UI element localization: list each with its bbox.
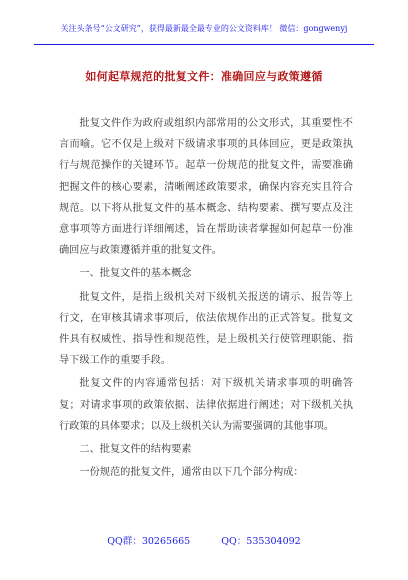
page-footer [0,533,408,547]
qq-group-number: QQ群：30265665 [107,536,191,547]
section-heading-2: 二、批复文件的结构要素 [79,444,192,456]
qq-contact-number: QQ：535304092 [221,536,301,547]
body-paragraph: 一份规范的批复文件，通常由以下几个部分构成： [79,467,304,479]
page-header-banner: 关注头条号“公文研究”，获得最新最全最专业的公文资料库！ 微信：gongwenyj [34,14,374,45]
intro-paragraph: 批复文件作为政府或组织内部常用的公文形式，其重要性不言而喻。它不仅是上级对下级请求事项的具体回应，更是政策执行与规范操作的关键环节。起草一份规范的批复文件，需要准确把握文件的核心要素，清晰阐述政策要求，确保内容充实且符合规范。以下将从批复文件的基本概念、结构要素、撰写要点及注意事项等方面进行详细阐述，旨在帮助读者掌握如何起草一份准确回应与政策遵循并重的批复文件。 [59,118,353,257]
section-heading-1: 一、批复文件的基本概念 [79,268,192,280]
document-body [59,113,353,483]
document-title: 如何起草规范的批复文件：准确回应与政策遵循 [85,70,323,83]
body-paragraph: 批复文件的内容通常包括：对下级机关请求事项的明确答复；对请求事项的政策依据、法律依据进行阐述；对下级机关执行政策的具体要求；以及上级机关认为需要强调的其他事项。 [59,378,353,432]
body-paragraph: 批复文件，是指上级机关对下级机关报送的请示、报告等上行文，在审核其请求事项后，依法依规作出的正式答复。批复文件具有权威性、指导性和规范性，是上级机关行使管理职能、指导下级工作的重要手段。 [59,291,353,367]
